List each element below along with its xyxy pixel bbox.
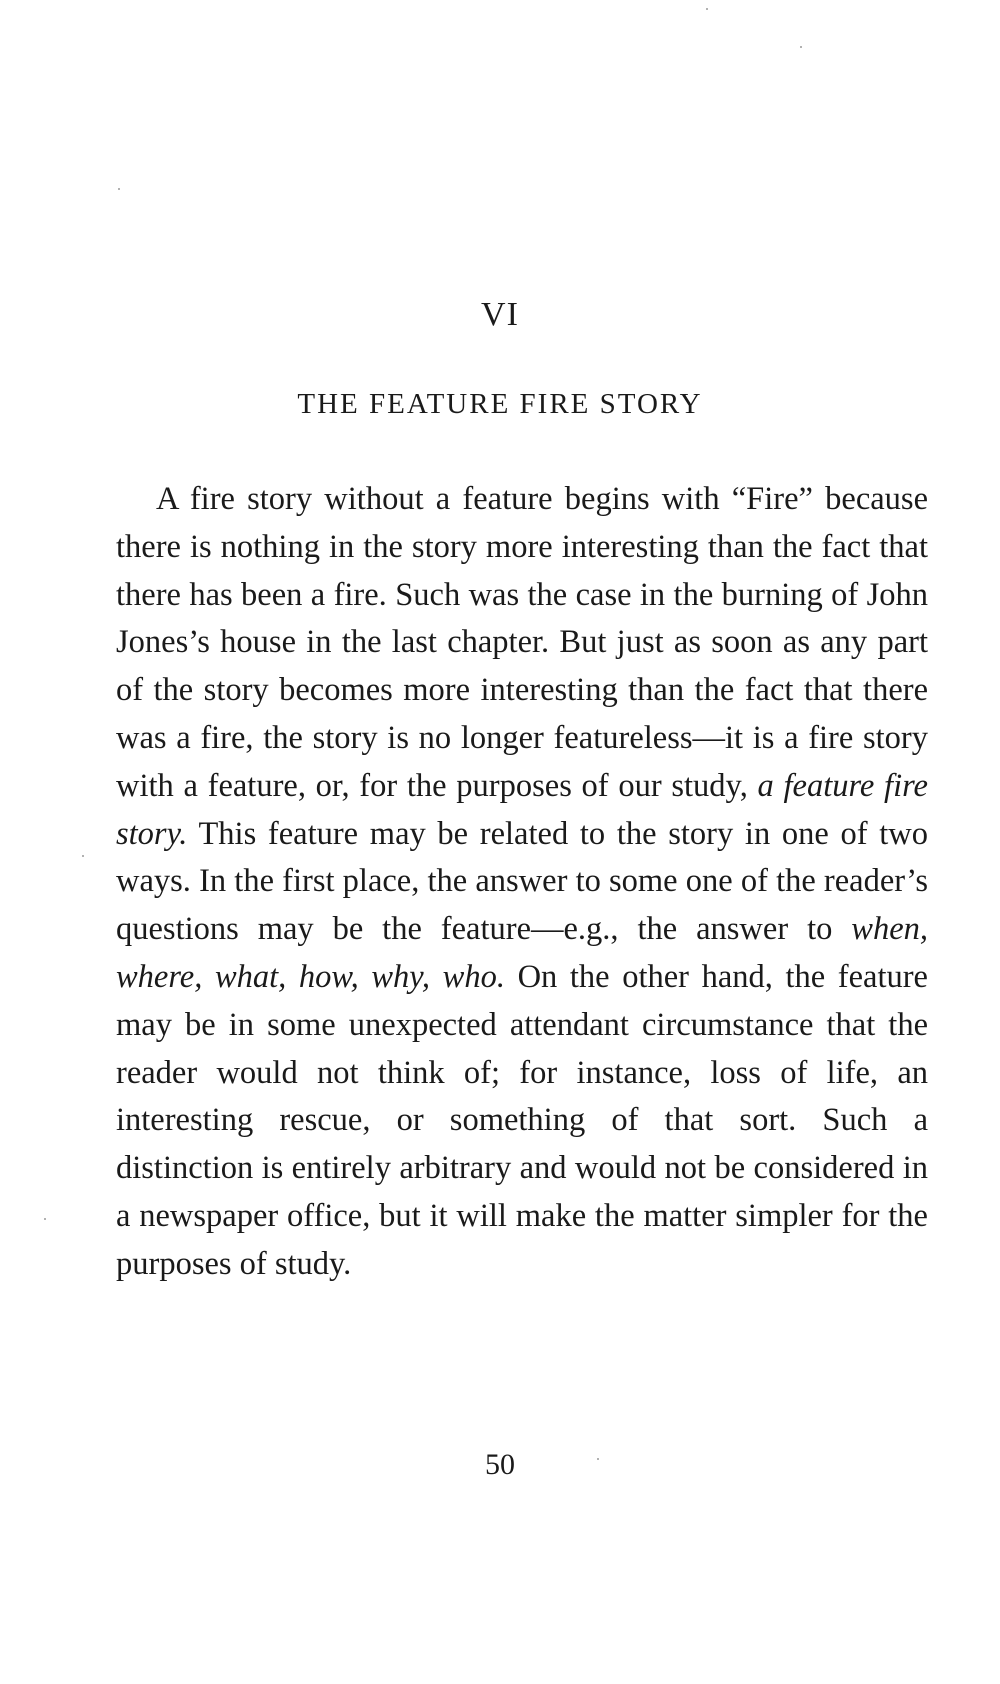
paper-speck xyxy=(706,8,708,10)
page-number: 50 xyxy=(485,1448,515,1481)
paper-speck xyxy=(800,46,802,48)
body-paragraph xyxy=(116,476,928,1289)
paragraph-text: This feature may be related to the story in one of two ways. In the first place, the answer to some one of the reader’s questions may be the feature—e.g., the answer to xyxy=(116,815,928,948)
paper-speck xyxy=(44,1218,46,1220)
emphasis-feature-fire-story: a feature fire story. xyxy=(116,767,928,852)
paragraph-text: On the other hand, the feature may be in some unexpected attendant circumstance that the reader would not think of; for instance, loss of life, an interesting rescue, or something of that sort. Such a distinction is entirely arbitrary and would not be considered in a newspaper office, but it will make the matter simpler for the purposes of study. xyxy=(116,958,928,1282)
emphasis-question-words: when, where, what, how, why, who. xyxy=(116,911,928,995)
chapter-number: VI xyxy=(481,296,519,333)
paper-speck xyxy=(597,1458,599,1460)
chapter-title: THE FEATURE FIRE STORY xyxy=(297,388,703,420)
paper-speck xyxy=(118,188,120,190)
paper-speck xyxy=(82,855,84,857)
paragraph-text: A fire story without a feature begins with “Fire” because there is nothing in the story more interesting than the fact that there has been a fire. Such was the case in the burning of John Jones’s house in the last chapter. But just as soon as any part of the story becomes more interesting than the fact that there was a fire, the story is no longer featureless—it is a fire story with a feature, or, for the purposes of our study, xyxy=(116,481,928,804)
